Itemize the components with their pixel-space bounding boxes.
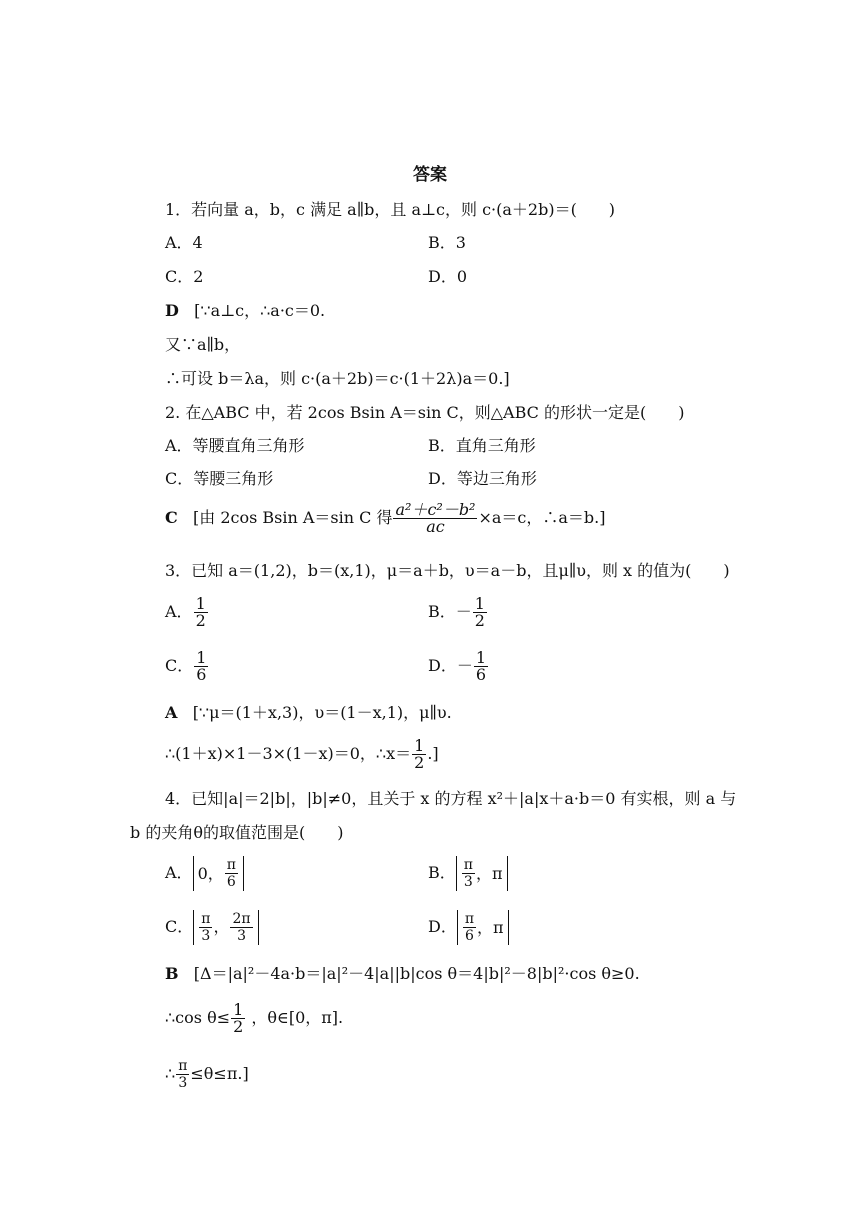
q1-answer-line1 [165,301,325,321]
q2-fraction-denominator: ac [393,518,477,535]
q4-answer-line3-num: π [178,1058,188,1074]
q3-option-a-label: A． [165,602,193,621]
q2-answer-post: ×a＝c，∴a＝b.] [478,508,606,527]
q4-option-a [165,856,244,891]
q4-d-right: ，π [477,917,504,937]
q4-answer-text: [Δ＝|a|²－4a·b＝|a|²－4|a||b|cos θ＝4|b|²－8|b|²·cos θ≥0. [193,964,640,983]
q3-b-den: 2 [474,611,485,630]
q4-answer-line3 [165,1058,249,1091]
q4-b-den: 3 [462,873,475,890]
q4-answer-line1 [165,964,640,984]
q3-answer-line2-post: .] [427,744,439,763]
q2-option-c: C．等腰三角形 [165,469,274,488]
q3-option-c-label: C． [165,656,194,675]
q2-option-d: D．等边三角形 [428,469,537,488]
q4-answer-letter: B [165,964,179,983]
q1-answer-line2: 又∵a∥b， [165,335,241,354]
q4-answer-line3-post: ≤θ≤π.] [190,1064,249,1083]
q4-option-b-label: B． [428,863,456,882]
q4-c-num2: 2π [232,911,251,927]
q4-answer-num: 1 [233,1000,244,1019]
q4-c-den2: 3 [230,927,252,944]
q3-answer-line2 [165,738,439,771]
q1-answer-text: [∵a⊥c，∴a·c＝0. [194,301,326,320]
q3-answer-line2-pre: ∴(1＋x)×1－3×(1－x)＝0，∴x＝ [165,744,412,763]
q4-c-den1: 3 [199,927,212,944]
q3-c-num: 1 [196,648,207,667]
page-title: 答案 [413,165,447,185]
q3-answer-text: [∵μ＝(1＋x,3)，υ＝(1－x,1)，μ∥υ. [192,703,452,722]
q3-stem: 3．已知 a＝(1,2)，b＝(x,1)，μ＝a＋b，υ＝a－b，且μ∥υ，则 x 的值为( ) [165,561,730,580]
q3-a-den: 2 [195,611,206,630]
q3-option-d [428,650,489,683]
q3-option-d-label: D．－ [428,656,473,675]
q4-answer-line2-pre: ∴cos θ≤ [165,1008,231,1027]
q4-answer-line3-den: 3 [176,1074,189,1091]
q4-option-d-label: D． [428,917,457,936]
q2-option-a: A．等腰直角三角形 [165,436,305,455]
q1-answer-line3: ∴可设 b＝λa，则 c·(a＋2b)＝c·(1＋2λ)a＝0.] [165,369,510,388]
q1-option-c: C．2 [165,267,204,286]
q3-option-c [165,650,209,683]
q3-d-den: 6 [475,665,487,684]
q4-a-den: 6 [225,873,238,890]
q1-option-d: D．0 [428,267,468,286]
q1-stem: 1．若向量 a，b，c 满足 a∥b，且 a⊥c，则 c·(a＋2b)＝( ) [165,200,616,219]
q3-answer-num: 1 [414,736,425,755]
q4-stem-line2: b 的夹角θ的取值范围是( ) [130,823,344,842]
q4-b-right: ，π [475,863,503,883]
q2-answer-letter: C [165,508,178,527]
q4-option-c: C． $\frac{\pi}{3}$ ， $\frac{2\pi}{3}$ [165,910,259,945]
q3-option-b [428,596,488,629]
q4-option-a-label: A． [165,863,193,882]
q3-option-a [165,596,209,629]
q4-answer-line2-post: ，θ∈[0，π]. [251,1008,344,1027]
q4-option-d [428,910,509,945]
q4-answer-line2 [165,1002,343,1035]
q4-stem-line1: 4．已知|a|＝2|b|，|b|≠0，且关于 x 的方程 x²＋|a|x＋a·b＝0 有实根，则 a 与 [165,789,737,808]
q4-c-num1: π [201,911,211,927]
q1-option-a: A．4 [165,233,203,252]
q4-b-num: π [463,857,473,873]
q1-option-b: B．3 [428,233,466,252]
q2-answer-pre: [由 2cos Bsin A＝sin C 得 [193,508,393,527]
q4-answer-den: 2 [233,1017,244,1036]
q1-answer-letter: D [165,301,179,320]
q3-d-num: 1 [475,648,487,667]
q2-answer [165,502,606,535]
q4-answer-line3-pre: ∴ [165,1064,176,1083]
q4-a-left: 0， [197,863,224,883]
q4-option-c-label: C． [165,917,194,936]
q3-answer-den: 2 [414,753,425,772]
q3-b-num: 1 [474,594,485,613]
q3-answer-letter: A [165,703,178,722]
q4-option-b [428,856,508,891]
q2-option-b: B．直角三角形 [428,436,536,455]
q3-c-den: 6 [196,665,207,684]
q4-d-num: π [464,911,475,927]
q3-a-num: 1 [195,594,206,613]
q4-a-num: π [226,857,236,873]
q2-fraction-numerator: a²＋c²－b² [395,500,476,519]
q2-stem: 2. 在△ABC 中，若 2cos Bsin A＝sin C，则△ABC 的形状一定是( ) [165,403,685,422]
q3-option-b-label: B．－ [428,602,472,621]
q4-d-den: 6 [463,927,476,944]
q3-answer-line1 [165,703,452,723]
